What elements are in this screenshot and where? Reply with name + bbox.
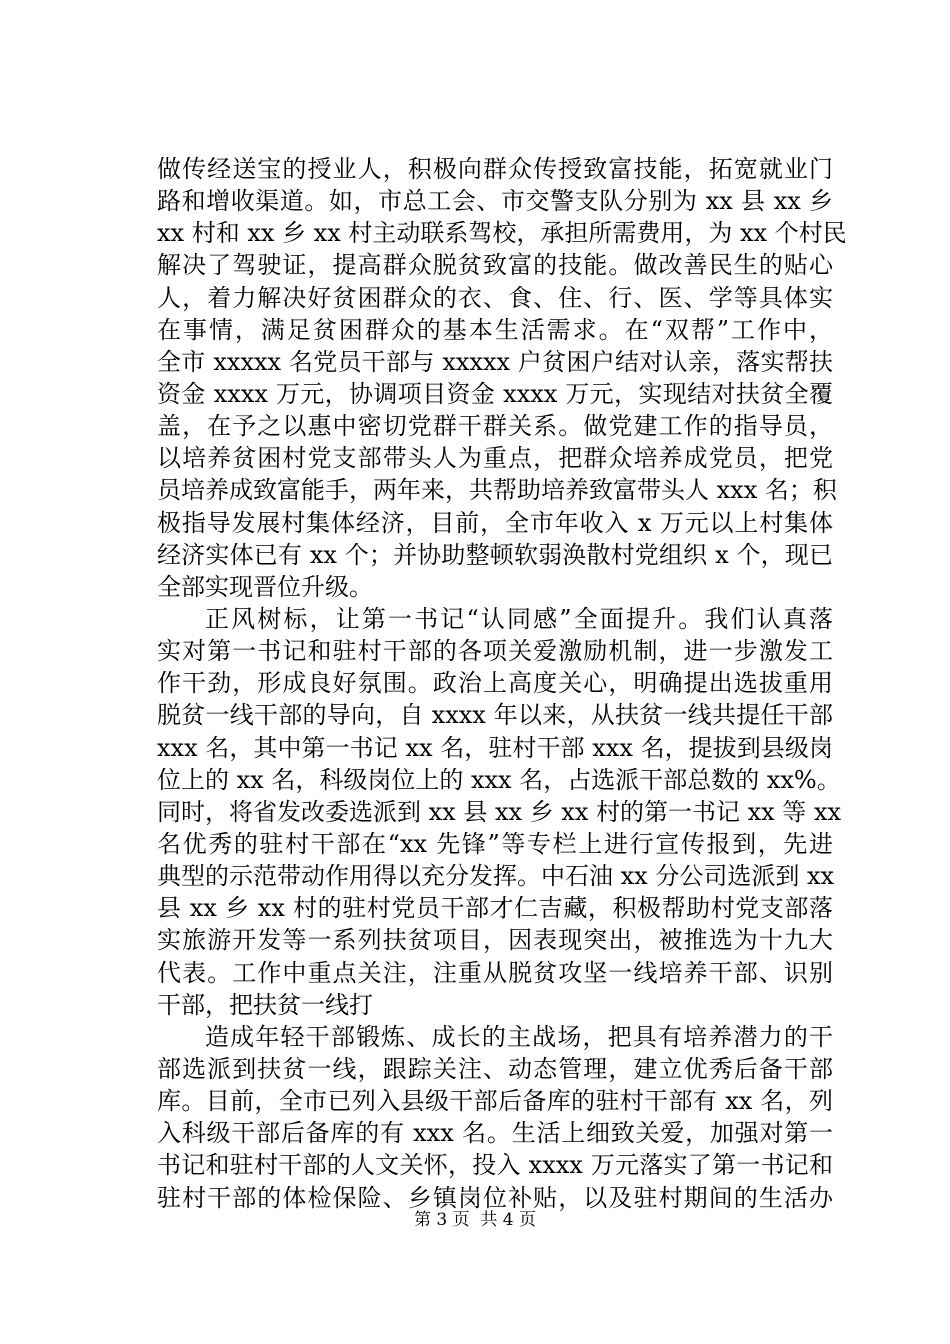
text-line: 全部实现晋位升级。 — [157, 572, 373, 601]
text-line: 名优秀的驻村干部在“xx 先锋”等专栏上进行宣传报到，先进 — [157, 829, 833, 858]
text-line: 造成年轻干部锻炼、成长的主战场，把具有培养潜力的干 — [205, 1022, 833, 1051]
text-line: 解决了驾驶证，提高群众脱贫致富的技能。做改善民生的贴心 — [157, 251, 833, 280]
paragraph — [157, 1021, 833, 1214]
text-line: 代表。工作中重点关注，注重从脱贫攻坚一线培养干部、识别 — [157, 958, 833, 987]
page-footer: 第 3 页 共 4 页 — [413, 1210, 537, 1230]
paragraph — [157, 603, 842, 1021]
text-line: 员培养成致富能手，两年来，共帮助培养致富带头人 xxx 名；积 — [157, 476, 837, 505]
text-line: 驻村干部的体检保险、乡镇岗位补贴，以及驻村期间的生活办 — [157, 1183, 833, 1212]
text-line: xx 村和 xx 乡 xx 村主动联系驾校，承担所需费用，为 xx 个村民 — [157, 219, 847, 248]
text-line: 县 xx 乡 xx 村的驻村党员干部才仁吉藏，积极帮助村党支部落 — [157, 894, 833, 923]
text-line: 书记和驻村干部的人文关怀，投入 xxxx 万元落实了第一书记和 — [157, 1151, 833, 1180]
text-line: 脱贫一线干部的导向，自 xxxx 年以来，从扶贫一线共提任干部 — [157, 701, 833, 730]
text-line: 正风树标，让第一书记“认同感”全面提升。我们认真落 — [205, 604, 833, 633]
body-text — [157, 153, 847, 1214]
text-line: 部选派到扶贫一线，跟踪关注、动态管理，建立优秀后备干部 — [157, 1054, 833, 1083]
text-line: 实对第一书记和驻村干部的各项关爱激励机制，进一步激发工 — [157, 637, 833, 666]
text-line: 极指导发展村集体经济，目前，全市年收入 x 万元以上村集体 — [157, 508, 833, 537]
text-line: 路和增收渠道。如，市总工会、市交警支队分别为 xx 县 xx 乡 — [157, 187, 833, 216]
text-line: 全市 xxxxx 名党员干部与 xxxxx 户贫困户结对认亲，落实帮扶 — [157, 347, 833, 376]
text-line: 在事情，满足贫困群众的基本生活需求。在“双帮”工作中， — [157, 315, 833, 344]
text-line: 经济实体已有 xx 个；并协助整顿软弱涣散村党组织 x 个，现已 — [157, 540, 833, 569]
text-line: 以培养贫困村党支部带头人为重点，把群众培养成党员，把党 — [157, 444, 833, 473]
text-line: 作干劲，形成良好氛围。政治上高度关心，明确提出选拔重用 — [157, 669, 833, 698]
paragraph — [157, 153, 847, 603]
text-line: 同时，将省发改委选派到 xx 县 xx 乡 xx 村的第一书记 xx 等 xx — [157, 797, 842, 826]
text-line: xxx 名，其中第一书记 xx 名，驻村干部 xxx 名，提拔到县级岗 — [157, 733, 833, 762]
text-line: 实旅游开发等一系列扶贫项目，因表现突出，被推选为十九大 — [157, 926, 833, 955]
text-line: 资金 xxxx 万元，协调项目资金 xxxx 万元，实现结对扶贫全覆 — [157, 379, 833, 408]
text-line: 干部，把扶贫一线打 — [157, 990, 373, 1019]
text-line: 典型的示范带动作用得以充分发挥。中石油 xx 分公司选派到 xx — [157, 862, 835, 891]
text-line: 入科级干部后备库的有 xxx 名。生活上细致关爱，加强对第一 — [157, 1119, 833, 1148]
text-line: 做传经送宝的授业人，积极向群众传授致富技能，拓宽就业门 — [157, 155, 833, 183]
text-line: 人，着力解决好贫困群众的衣、食、住、行、医、学等具体实 — [157, 283, 833, 312]
text-line: 位上的 xx 名，科级岗位上的 xxx 名，占选派干部总数的 xx%。 — [157, 765, 841, 794]
text-line: 库。目前，全市已列入县级干部后备库的驻村干部有 xx 名，列 — [157, 1087, 833, 1116]
text-line: 盖，在予之以惠中密切党群干群关系。做党建工作的指导员， — [157, 412, 833, 441]
